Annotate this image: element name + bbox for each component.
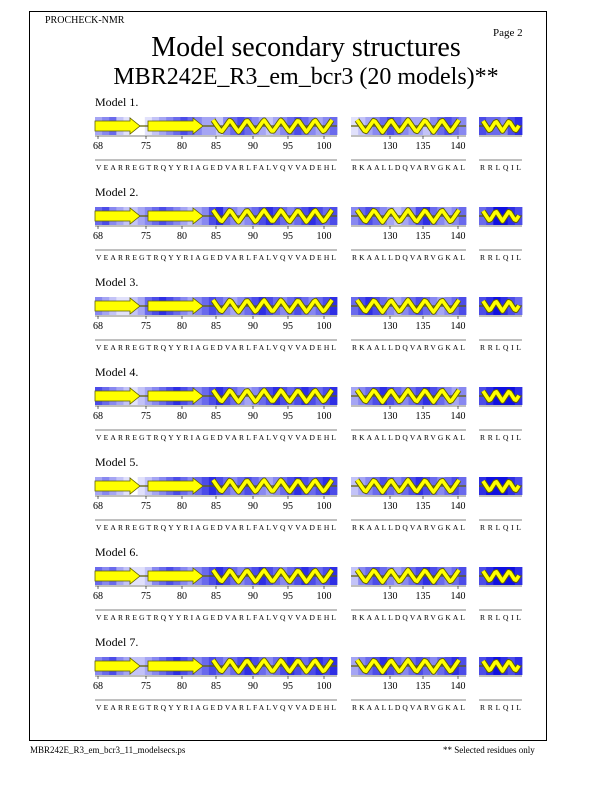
tick-label: 75 xyxy=(141,141,151,152)
tick-label: 68 xyxy=(93,411,103,422)
tick-label: 68 xyxy=(93,141,103,152)
tick-label: 130 xyxy=(382,681,398,692)
tick-label: 68 xyxy=(93,501,103,512)
tick-label: 80 xyxy=(177,591,187,602)
tick-label: 95 xyxy=(283,501,293,512)
sequence-text: RKAALLDQVARVGKAL xyxy=(352,433,465,442)
tick-label: 100 xyxy=(316,681,332,692)
tick-label: 130 xyxy=(382,501,398,512)
sequence-text: VEARREGTRQYYRIAGEDVARLFALVQVVADEHL xyxy=(96,703,336,712)
tick-label: 80 xyxy=(177,681,187,692)
segment-seg3 xyxy=(479,387,522,442)
model-label: Model 6. xyxy=(95,545,139,559)
tick-label: 130 xyxy=(382,411,398,422)
segment-seg3 xyxy=(479,207,522,262)
tick-label: 135 xyxy=(415,411,431,422)
model-label: Model 3. xyxy=(95,275,139,289)
tick-label: 90 xyxy=(248,231,258,242)
segment-seg1 xyxy=(93,477,337,532)
segment-seg2 xyxy=(351,567,466,622)
segment-seg3 xyxy=(479,567,522,622)
tick-label: 90 xyxy=(248,591,258,602)
sequence-text: RRLQIL xyxy=(480,253,521,262)
tick-label: 68 xyxy=(93,681,103,692)
tick-label: 140 xyxy=(450,591,466,602)
tick-label: 68 xyxy=(93,591,103,602)
tick-label: 90 xyxy=(248,411,258,422)
sequence-text: RRLQIL xyxy=(480,433,521,442)
tick-label: 135 xyxy=(415,501,431,512)
tick-label: 75 xyxy=(141,321,151,332)
model-label: Model 2. xyxy=(95,185,139,199)
page-title: Model secondary structures xyxy=(151,32,461,63)
tick-label: 140 xyxy=(450,681,466,692)
tick-label: 80 xyxy=(177,411,187,422)
segment-seg1 xyxy=(93,567,337,622)
sequence-text: VEARREGTRQYYRIAGEDVARLFALVQVVADEHL xyxy=(96,343,336,352)
page-subtitle: MBR242E_R3_em_bcr3 (20 models)** xyxy=(113,64,499,90)
footer-note: ** Selected residues only xyxy=(443,745,535,755)
model-strip xyxy=(0,297,612,377)
segment-seg3 xyxy=(479,297,522,352)
tick-label: 85 xyxy=(211,231,221,242)
tick-label: 140 xyxy=(450,141,466,152)
segment-seg3 xyxy=(479,657,522,712)
segment-seg2 xyxy=(351,387,466,442)
sequence-text: RKAALLDQVARVGKAL xyxy=(352,163,465,172)
segment-seg2 xyxy=(351,117,466,172)
sequence-text: RKAALLDQVARVGKAL xyxy=(352,343,465,352)
program-name: PROCHECK-NMR xyxy=(45,15,125,26)
segment-seg3 xyxy=(479,117,522,172)
tick-label: 75 xyxy=(141,501,151,512)
tick-label: 95 xyxy=(283,321,293,332)
tick-label: 135 xyxy=(415,321,431,332)
model-label: Model 5. xyxy=(95,455,139,469)
sequence-text: VEARREGTRQYYRIAGEDVARLFALVQVVADEHL xyxy=(96,433,336,442)
sequence-text: VEARREGTRQYYRIAGEDVARLFALVQVVADEHL xyxy=(96,253,336,262)
segment-seg3 xyxy=(479,477,522,532)
model-label: Model 1. xyxy=(95,95,139,109)
tick-label: 100 xyxy=(316,411,332,422)
tick-label: 95 xyxy=(283,591,293,602)
tick-label: 130 xyxy=(382,591,398,602)
tick-label: 135 xyxy=(415,681,431,692)
tick-label: 130 xyxy=(382,231,398,242)
tick-label: 100 xyxy=(316,501,332,512)
model-strip xyxy=(0,207,612,287)
model-label: Model 7. xyxy=(95,635,139,649)
tick-label: 100 xyxy=(316,591,332,602)
sequence-text: RKAALLDQVARVGKAL xyxy=(352,613,465,622)
tick-label: 68 xyxy=(93,231,103,242)
tick-label: 95 xyxy=(283,231,293,242)
sequence-text: RRLQIL xyxy=(480,163,521,172)
tick-label: 85 xyxy=(211,411,221,422)
model-strip xyxy=(0,567,612,647)
tick-label: 100 xyxy=(316,321,332,332)
tick-label: 90 xyxy=(248,501,258,512)
segment-seg1 xyxy=(93,657,337,712)
tick-label: 80 xyxy=(177,231,187,242)
sequence-text: VEARREGTRQYYRIAGEDVARLFALVQVVADEHL xyxy=(96,163,336,172)
segment-seg1 xyxy=(93,207,337,262)
tick-label: 130 xyxy=(382,141,398,152)
segment-seg2 xyxy=(351,477,466,532)
tick-label: 140 xyxy=(450,501,466,512)
tick-label: 95 xyxy=(283,681,293,692)
sequence-text: VEARREGTRQYYRIAGEDVARLFALVQVVADEHL xyxy=(96,523,336,532)
segment-seg1 xyxy=(93,297,337,352)
tick-label: 75 xyxy=(141,411,151,422)
tick-label: 140 xyxy=(450,231,466,242)
sequence-text: RKAALLDQVARVGKAL xyxy=(352,253,465,262)
segment-seg2 xyxy=(351,297,466,352)
tick-label: 95 xyxy=(283,141,293,152)
tick-label: 80 xyxy=(177,501,187,512)
segment-seg1 xyxy=(93,387,337,442)
model-strip xyxy=(0,387,612,467)
page-number: Page 2 xyxy=(493,27,523,39)
tick-label: 100 xyxy=(316,141,332,152)
footer-filename: MBR242E_R3_em_bcr3_11_modelsecs.ps xyxy=(30,745,186,755)
sequence-text: RKAALLDQVARVGKAL xyxy=(352,523,465,532)
tick-label: 135 xyxy=(415,591,431,602)
tick-label: 90 xyxy=(248,141,258,152)
model-strip xyxy=(0,117,612,197)
tick-label: 85 xyxy=(211,681,221,692)
sequence-text: RRLQIL xyxy=(480,703,521,712)
model-label: Model 4. xyxy=(95,365,139,379)
tick-label: 75 xyxy=(141,591,151,602)
sequence-text: RKAALLDQVARVGKAL xyxy=(352,703,465,712)
sequence-text: VEARREGTRQYYRIAGEDVARLFALVQVVADEHL xyxy=(96,613,336,622)
tick-label: 80 xyxy=(177,141,187,152)
tick-label: 100 xyxy=(316,231,332,242)
tick-label: 90 xyxy=(248,681,258,692)
tick-label: 140 xyxy=(450,411,466,422)
tick-label: 85 xyxy=(211,501,221,512)
tick-label: 140 xyxy=(450,321,466,332)
model-strip xyxy=(0,477,612,557)
sequence-text: RRLQIL xyxy=(480,343,521,352)
segment-seg1 xyxy=(93,117,337,172)
tick-label: 75 xyxy=(141,681,151,692)
tick-label: 85 xyxy=(211,321,221,332)
segment-seg2 xyxy=(351,657,466,712)
tick-label: 95 xyxy=(283,411,293,422)
tick-label: 135 xyxy=(415,231,431,242)
sequence-text: RRLQIL xyxy=(480,613,521,622)
tick-label: 85 xyxy=(211,591,221,602)
tick-label: 75 xyxy=(141,231,151,242)
tick-label: 68 xyxy=(93,321,103,332)
segment-seg2 xyxy=(351,207,466,262)
tick-label: 135 xyxy=(415,141,431,152)
model-strip xyxy=(0,657,612,737)
tick-label: 90 xyxy=(248,321,258,332)
tick-label: 130 xyxy=(382,321,398,332)
sequence-text: RRLQIL xyxy=(480,523,521,532)
tick-label: 80 xyxy=(177,321,187,332)
tick-label: 85 xyxy=(211,141,221,152)
